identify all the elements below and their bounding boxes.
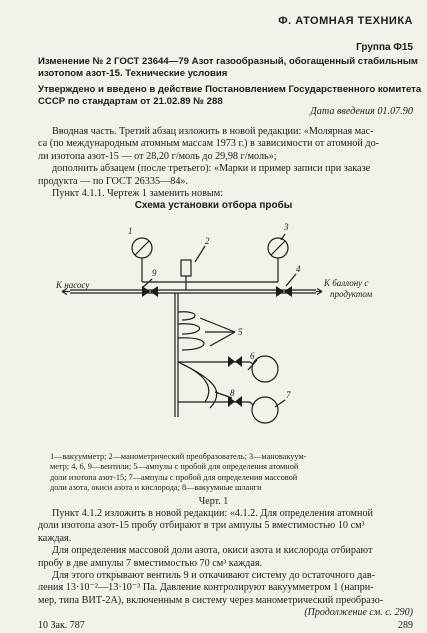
group-code: Группа Ф15: [356, 42, 413, 53]
ampoule-7-upper: [252, 356, 278, 382]
intro-paragraph: [38, 126, 414, 200]
number-5: 5: [238, 327, 243, 337]
valve-4: [276, 286, 292, 297]
number-6: 6: [250, 351, 255, 361]
number-1: 1: [128, 226, 133, 236]
approval-statement: [38, 84, 422, 108]
text-line: Для этого открывают вентиль 9 и откачивают систему до остаточного дав-: [52, 570, 376, 582]
text-line: Пункт 4.1.1. Чертеж 1 заменить новым:: [52, 188, 224, 200]
section-header: Ф. АТОМНАЯ ТЕХНИКА: [278, 15, 413, 27]
text-line: ления 13·10⁻²—13·10⁻³ Па. Давление контролируют вакуумметром 1 (напри-: [38, 582, 374, 594]
gauge-needle: [135, 241, 149, 255]
text-line: Для определения массовой доли азота, окиси азота и кислорода отбирают: [52, 545, 373, 557]
text-line: дополнить абзацем (после третьего): «Марки и пример записи при заказе: [52, 163, 371, 175]
text-line: каждая.: [38, 532, 72, 544]
label-to-cylinder-2: продуктом: [330, 289, 373, 299]
text-line: мер, типа ВИТ-2А), включенным в систему через манометрический преобразо-: [38, 594, 384, 606]
text-line: ли изотопа азот-15 — от 28,20 г/моль до 29,98 г/моль»;: [38, 150, 277, 162]
amendment-title-line: изотопом азот-15. Технические условия: [38, 68, 228, 79]
valves: [142, 286, 292, 407]
caption-line: 1—вакуумметр; 2—манометрический преобразователь; 3—мановакуум-: [50, 452, 307, 461]
text-line: Пункт 4.1.2 изложить в новой редакции: «4.1.2. Для определения атомной: [52, 508, 373, 519]
text-line: пробу в две ампулы 7 вместимостью 70 см³ каждая.: [38, 557, 263, 569]
number-8: 8: [230, 388, 235, 398]
figure-title: Схема установки отбора пробы: [134, 200, 293, 211]
text-line: Вводная часть. Третий абзац изложить в новой редакции: «Молярная мас-: [52, 126, 374, 137]
label-to-cylinder: К баллону с: [324, 278, 369, 288]
number-7: 7: [286, 390, 291, 400]
sampling-setup-diagram: [0, 212, 427, 452]
caption-line: метр; 4, 6, 9—вентили; 5—ампулы с пробой для определения атомной: [50, 462, 299, 472]
pressure-converter-2: [181, 260, 191, 276]
text-line: са (по международным атомным массам 1973 г.) в зависимости от атомной до-: [38, 138, 380, 150]
point-412-paragraph: [38, 508, 414, 607]
amendment-title-line: Изменение № 2 ГОСТ 23644—79 Азот газообразный, обогащенный стабильным: [38, 56, 419, 67]
figure-caption: [50, 452, 370, 494]
caption-line: доли изотопа азот-15; 7—ампулы с пробой для определения массовой: [50, 472, 298, 482]
figure-label: Черт. 1: [198, 496, 229, 507]
continued-note: (Продолжение см. с. 290): [304, 607, 413, 618]
approval-line: Утверждено и введено в действие Постановлением Государственного комитета: [38, 84, 422, 95]
valve-6-upper: [228, 356, 242, 367]
caption-line: доли азота, окиси азота и кислорода; 8—вакуумные шланги: [50, 483, 262, 493]
footer-order: 10 Зак. 787: [38, 620, 85, 631]
amendment-title: [38, 56, 419, 80]
text-line: доли изотопа азот-15 пробу отбирают в три ампулы 5 вместимостью 10 см³: [38, 520, 365, 532]
text-line: продукта — по ГОСТ 26335—84».: [38, 175, 189, 187]
number-3: 3: [284, 222, 289, 232]
ampoule-7-lower: [252, 397, 278, 423]
approval-line: СССР по стандартам от 21.02.89 № 288: [38, 96, 223, 107]
valve-9: [142, 286, 158, 297]
number-4: 4: [296, 264, 301, 274]
label-to-pump: К насосу: [56, 280, 90, 290]
number-9: 9: [152, 268, 157, 278]
number-2: 2: [205, 236, 210, 246]
page-number: 289: [398, 620, 413, 631]
effective-date: Дата введения 01.07.90: [310, 106, 413, 117]
